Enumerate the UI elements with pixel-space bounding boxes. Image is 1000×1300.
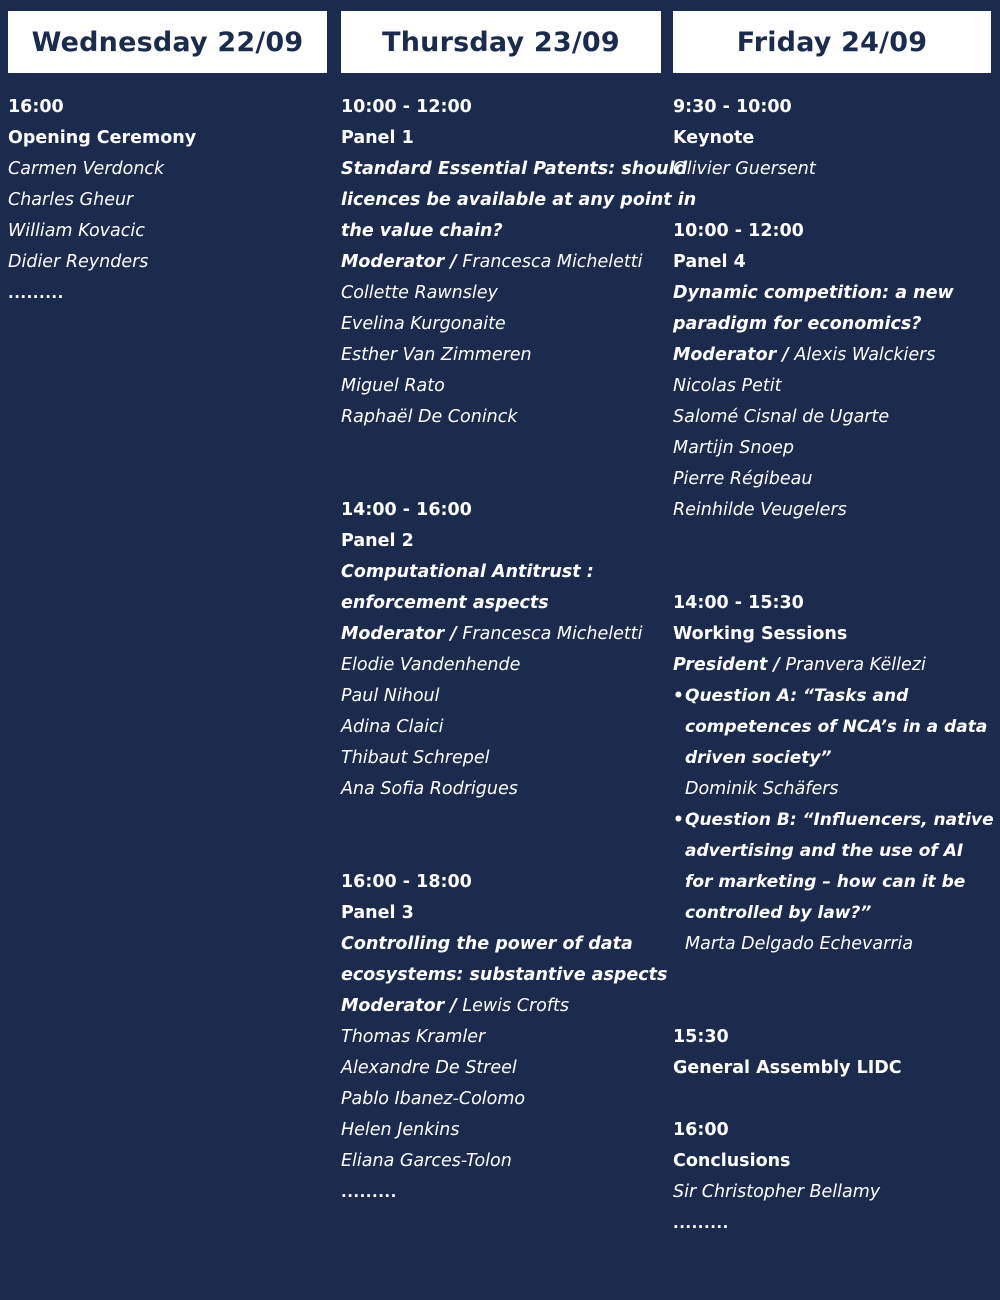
speaker-name: Sir Christopher Bellamy bbox=[673, 1182, 881, 1202]
bullet-icon: • bbox=[673, 686, 684, 706]
session-title: Keynote bbox=[673, 128, 755, 148]
speaker-name: Martijn Snoep bbox=[673, 438, 795, 458]
question-line: advertising and the use of AI bbox=[685, 841, 964, 861]
question-line: competences of NCA’s in a data bbox=[685, 717, 988, 737]
session-time: 10:00 - 12:00 bbox=[673, 221, 804, 241]
speaker-name: Carmen Verdonck bbox=[8, 159, 165, 179]
question-text: Question A: “Tasks and bbox=[685, 686, 909, 706]
session-time: 16:00 bbox=[673, 1120, 729, 1140]
spacer bbox=[673, 526, 991, 588]
day-column-friday bbox=[673, 11, 994, 1239]
speaker-name: Alexandre De Streel bbox=[341, 1058, 517, 1078]
speaker-name: William Kovacic bbox=[8, 221, 145, 241]
bullet-icon: • bbox=[673, 810, 684, 830]
session-title: Panel 3 bbox=[341, 903, 414, 923]
session-topic: enforcement aspects bbox=[341, 593, 549, 613]
question-text: Question B: “Influencers, native bbox=[685, 810, 994, 830]
speaker-name: Esther Van Zimmeren bbox=[341, 345, 532, 365]
moderator-line bbox=[673, 340, 991, 371]
speaker-name: Pierre Régibeau bbox=[673, 469, 813, 489]
spacer bbox=[341, 805, 661, 867]
session-time: 16:00 - 18:00 bbox=[341, 872, 472, 892]
role-label: Moderator / bbox=[341, 624, 457, 644]
session-title: Working Sessions bbox=[673, 624, 848, 644]
president-line bbox=[673, 650, 991, 681]
session-time: 16:00 bbox=[8, 97, 64, 117]
spacer bbox=[673, 185, 991, 216]
session-time: 9:30 - 10:00 bbox=[673, 97, 792, 117]
speaker-name: Miguel Rato bbox=[341, 376, 445, 396]
spacer bbox=[673, 960, 991, 1022]
session-topic: paradigm for economics? bbox=[673, 314, 922, 334]
day-schedule bbox=[673, 73, 994, 1239]
moderator-line bbox=[341, 991, 661, 1022]
speaker-name: Ana Sofia Rodrigues bbox=[341, 779, 518, 799]
spacer bbox=[341, 433, 661, 495]
session-title: Panel 2 bbox=[341, 531, 414, 551]
session-time: 15:30 bbox=[673, 1027, 729, 1047]
moderator-name: Lewis Crofts bbox=[462, 996, 569, 1016]
moderator-line bbox=[341, 619, 661, 650]
question-line: for marketing – how can it be bbox=[685, 872, 966, 892]
day-schedule bbox=[8, 73, 327, 309]
day-header: Friday 24/09 bbox=[673, 11, 991, 73]
speaker-name: Nicolas Petit bbox=[673, 376, 782, 396]
speaker-name: Eliana Garces-Tolon bbox=[341, 1151, 512, 1171]
question-line: controlled by law?” bbox=[685, 903, 872, 923]
speaker-name: Helen Jenkins bbox=[341, 1120, 460, 1140]
moderator-name: Alexis Walckiers bbox=[794, 345, 936, 365]
day-column-thursday bbox=[341, 11, 697, 1208]
question-speaker: Marta Delgado Echevarria bbox=[685, 934, 914, 954]
president-name: Pranvera Këllezi bbox=[785, 655, 926, 675]
session-topic: Standard Essential Patents: should bbox=[341, 159, 688, 179]
question-line: driven society” bbox=[685, 748, 832, 768]
session-title: Panel 1 bbox=[341, 128, 414, 148]
session-topic: Computational Antitrust : bbox=[341, 562, 594, 582]
role-label: Moderator / bbox=[341, 996, 457, 1016]
speaker-name: Charles Gheur bbox=[8, 190, 134, 210]
speaker-name: Thibaut Schrepel bbox=[341, 748, 490, 768]
speaker-name: Didier Reynders bbox=[8, 252, 149, 272]
day-header: Thursday 23/09 bbox=[341, 11, 661, 73]
speaker-name: Salomé Cisnal de Ugarte bbox=[673, 407, 890, 427]
day-schedule bbox=[341, 73, 697, 1208]
session-topic: Dynamic competition: a new bbox=[673, 283, 954, 303]
speaker-name: Adina Claici bbox=[341, 717, 444, 737]
session-topic: Controlling the power of data bbox=[341, 934, 633, 954]
moderator-name: Francesca Micheletti bbox=[462, 624, 643, 644]
more-speakers-ellipsis: ......... bbox=[341, 1183, 397, 1201]
session-time: 10:00 - 12:00 bbox=[341, 97, 472, 117]
session-title: Conclusions bbox=[673, 1151, 791, 1171]
speaker-name: Raphaël De Coninck bbox=[341, 407, 518, 427]
speaker-name: Collette Rawnsley bbox=[341, 283, 498, 303]
moderator-name: Francesca Micheletti bbox=[462, 252, 643, 272]
speaker-name: Paul Nihoul bbox=[341, 686, 440, 706]
role-label: Moderator / bbox=[341, 252, 457, 272]
more-speakers-ellipsis: ......... bbox=[673, 1214, 729, 1232]
role-label: President / bbox=[673, 655, 780, 675]
speaker-name: Pablo Ibanez-Colomo bbox=[341, 1089, 526, 1109]
role-label: Moderator / bbox=[673, 345, 789, 365]
session-topic: licences be available at any point in bbox=[341, 190, 697, 210]
session-time: 14:00 - 16:00 bbox=[341, 500, 472, 520]
session-topic: ecosystems: substantive aspects bbox=[341, 965, 668, 985]
day-column-wednesday bbox=[8, 11, 327, 309]
session-title: General Assembly LIDC bbox=[673, 1058, 902, 1078]
question-line bbox=[673, 805, 994, 836]
moderator-line bbox=[341, 247, 661, 278]
day-header: Wednesday 22/09 bbox=[8, 11, 327, 73]
session-title: Opening Ceremony bbox=[8, 128, 197, 148]
session-topic: the value chain? bbox=[341, 221, 503, 241]
question-line bbox=[673, 681, 991, 712]
session-title: Panel 4 bbox=[673, 252, 746, 272]
speaker-name: Elodie Vandenhende bbox=[341, 655, 521, 675]
session-time: 14:00 - 15:30 bbox=[673, 593, 804, 613]
question-speaker: Dominik Schäfers bbox=[685, 779, 839, 799]
speaker-name: Evelina Kurgonaite bbox=[341, 314, 506, 334]
speaker-name: Thomas Kramler bbox=[341, 1027, 486, 1047]
spacer bbox=[673, 1084, 991, 1115]
speaker-name: Olivier Guersent bbox=[673, 159, 816, 179]
more-speakers-ellipsis: ......... bbox=[8, 284, 64, 302]
speaker-name: Reinhilde Veugelers bbox=[673, 500, 847, 520]
